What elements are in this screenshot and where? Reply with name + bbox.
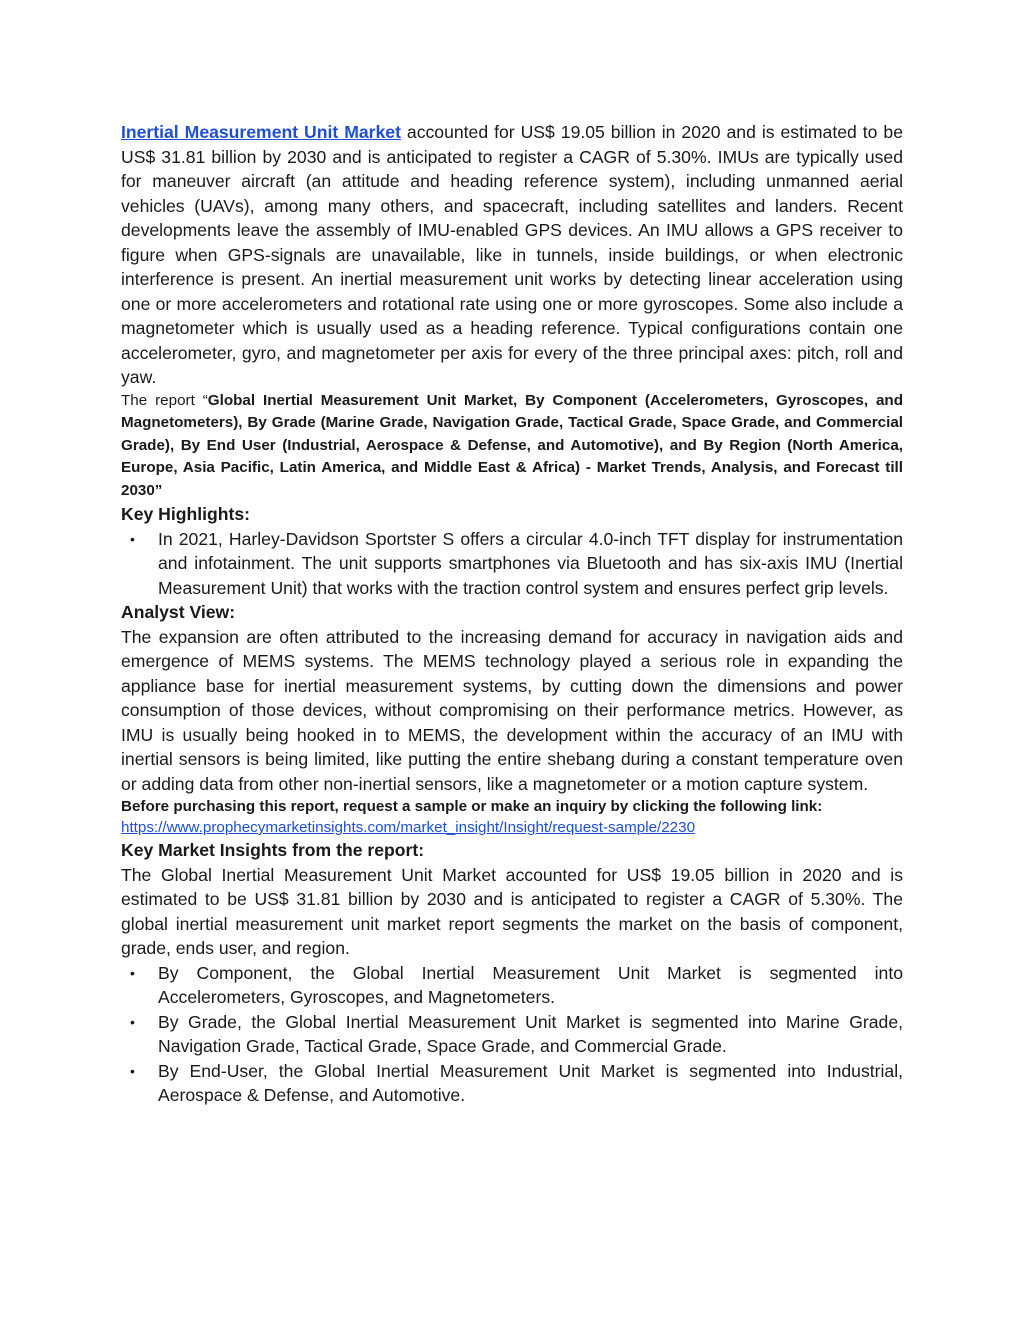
intro-text: accounted for US$ 19.05 billion in 2020 and is estimated to be US$ 31.81 billion by 2030 and is anticipated to register a CAGR of 5.30%. IMUs are typically used for maneuver aircraft (an attitude and heading reference system), including unmanned aerial vehicles (UAVs), among many others, and spacecraft, including satellites and landers. Recent developments leave the assembly of IMU-enabled GPS devices. An IMU allows a GPS receiver to figure when GPS-signals are unavailable, like in tunnels, inside buildings, or when electronic interference is present. An inertial measurement unit works by detecting linear acceleration using one or more accelerometers and rotational rate using one or more gyroscopes. Some also include a magnetometer which is usually used as a heading reference. Typical configurations contain one accelerometer, gyro, and magnetometer per axis for every of the three principal axes: pitch, roll and yaw.: [121, 122, 903, 387]
bullet-icon: •: [130, 964, 135, 981]
key-insights-heading: Key Market Insights from the report:: [121, 840, 425, 860]
list-item-text: By Grade, the Global Inertial Measurement Unit Market is segmented into Marine Grade, Navigation Grade, Tactical Grade, Space Grade, and Commercial Grade.: [158, 1011, 903, 1056]
intro-paragraph: [121, 120, 903, 390]
bullet-icon: •: [130, 1062, 135, 1079]
list-item: [121, 1059, 903, 1108]
analyst-view-heading: Analyst View:: [121, 602, 236, 622]
key-highlights-heading: Key Highlights:: [121, 504, 251, 524]
list-item: [121, 1010, 903, 1059]
report-lead: The report “: [121, 391, 208, 409]
key-insights-paragraph: The Global Inertial Measurement Unit Market accounted for US$ 19.05 billion in 2020 and is estimated to be US$ 31.81 billion by 2030 and is anticipated to register a CAGR of 5.30%. The global inertial measurement unit market report segments the market on the basis of component, grade, ends user, and region.: [121, 864, 903, 958]
key-highlights-list: [121, 527, 903, 601]
document-body: [121, 120, 903, 1108]
list-item: [121, 527, 903, 601]
key-insights-list: [121, 961, 903, 1108]
list-item: [121, 961, 903, 1010]
analyst-view-paragraph: The expansion are often attributed to the increasing demand for accuracy in navigation aids and emergence of MEMS systems. The MEMS technology played a serious role in expanding the appliance base for inertial measurement systems, by cutting down the dimensions and power consumption of those devices, without compromising on their performance metrics. However, as IMU is usually being hooked in to MEMS, the development within the accuracy of an IMU with inertial sensors is being limited, like putting the entire shebang during a constant temperature oven or adding data from other non-inertial sensors, like a magnetometer or a motion capture system.: [121, 626, 903, 794]
report-title-paragraph: [121, 390, 903, 503]
bullet-icon: •: [130, 530, 135, 547]
list-item-text: By End-User, the Global Inertial Measurement Unit Market is segmented into Industrial, Aerospace & Defense, and Automotive.: [158, 1060, 903, 1105]
list-item-text: By Component, the Global Inertial Measurement Unit Market is segmented into Accelerometers, Gyroscopes, and Magnetometers.: [158, 962, 903, 1007]
market-link[interactable]: Inertial Measurement Unit Market: [121, 122, 401, 142]
sample-request-text: Before purchasing this report, request a sample or make an inquiry by clicking the following link:: [121, 798, 823, 815]
report-title: Global Inertial Measurement Unit Market, By Component (Accelerometers, Gyroscopes, and Magnetometers), By Grade (Marine Grade, Navigation Grade, Tactical Grade, Space Grade, and Commercial Grade), By End User (Industrial, Aerospace & Defense, and Automotive), and By Region (North America, Europe, Asia Pacific, Latin America, and Middle East & Africa) - Market Trends, Analysis, and Forecast till 2030”: [121, 391, 903, 499]
sample-request-link[interactable]: https://www.prophecymarketinsights.com/market_insight/Insight/request-sample/2230: [121, 819, 696, 836]
bullet-icon: •: [130, 1013, 135, 1030]
list-item-text: In 2021, Harley-Davidson Sportster S offers a circular 4.0-inch TFT display for instrumentation and infotainment. The unit supports smartphones via Bluetooth and has six-axis IMU (Inertial Measurement Unit) that works with the traction control system and ensures perfect grip levels.: [158, 528, 903, 598]
